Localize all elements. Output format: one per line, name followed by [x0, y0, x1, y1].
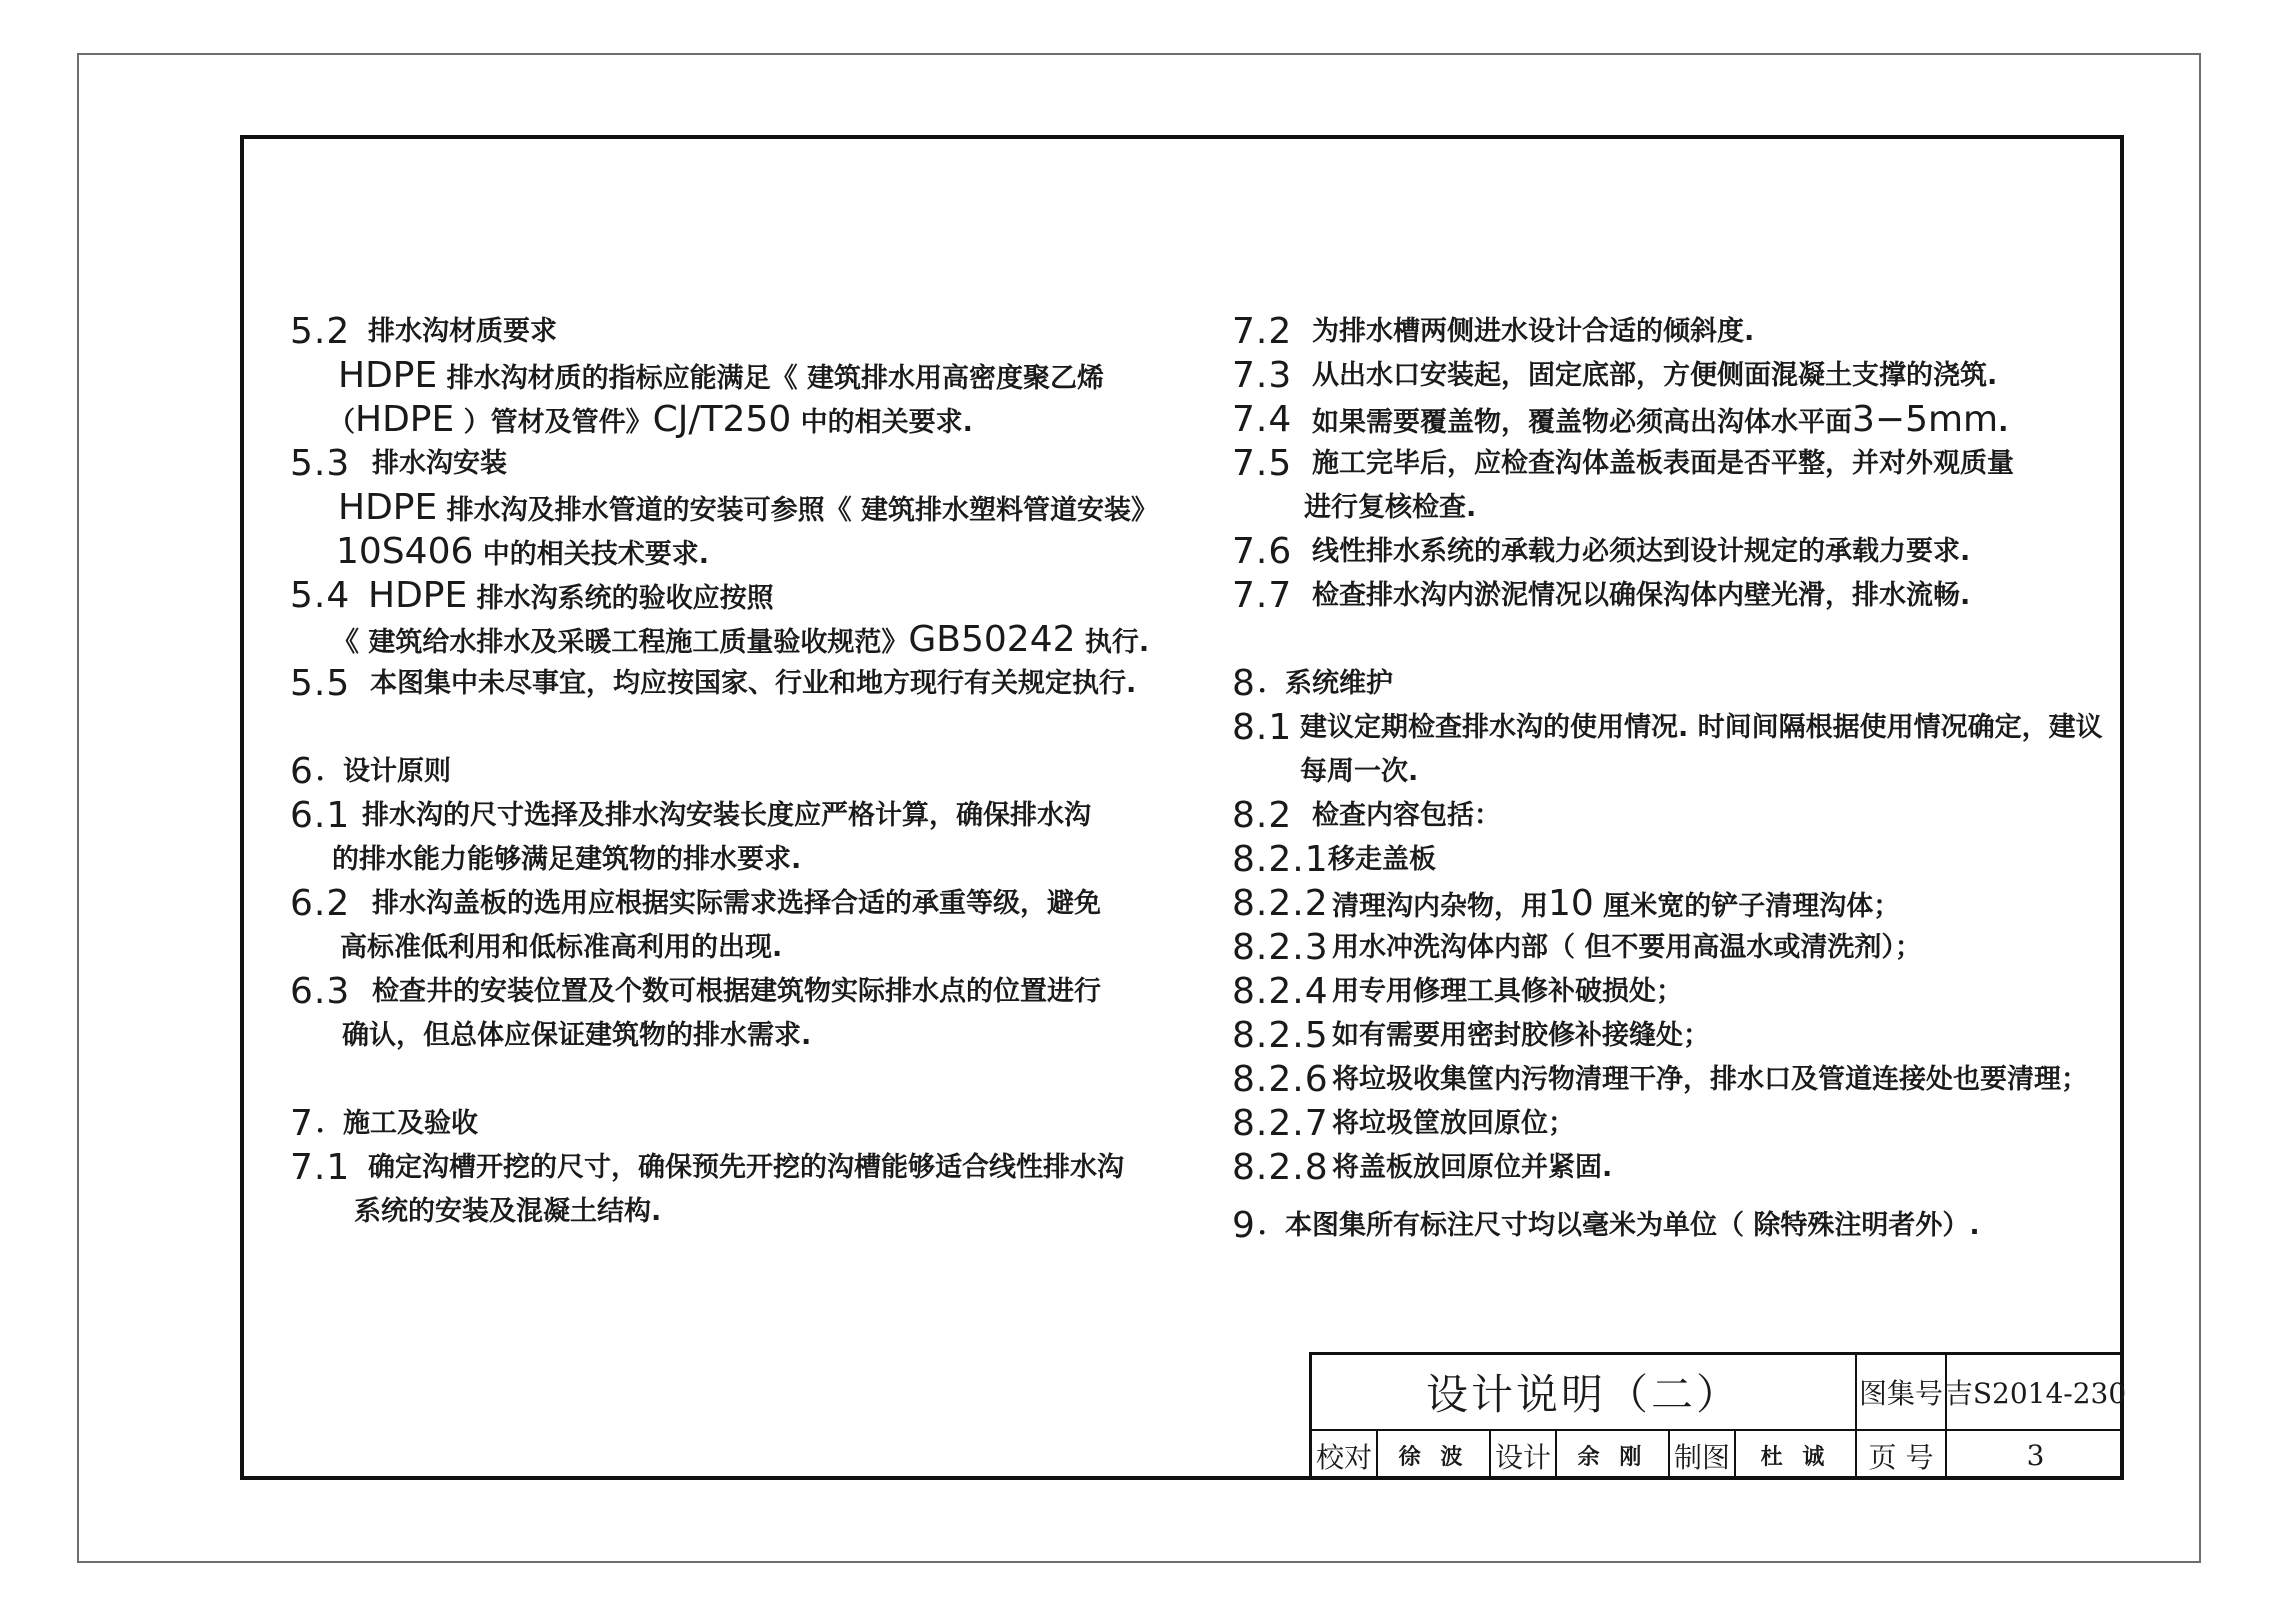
notes-right-column [1232, 310, 2117, 1248]
note-line: 8.2.7 将垃圾筐放回原位； [1232, 1103, 1575, 1144]
section-number: 7.4 [1232, 399, 1293, 440]
note-line: 7.6 线性排水系统的承载力必须达到设计规定的承载力要求. [1232, 531, 1971, 572]
section-number: 7.5 [1232, 443, 1293, 484]
section-number: 8.2.2 [1232, 883, 1329, 924]
section-number: 7.3 [1232, 355, 1293, 396]
section-number: 6 [290, 751, 314, 792]
page-number-label: 页 号 [1857, 1431, 1947, 1480]
design-signature: 余 刚 [1557, 1431, 1670, 1480]
title-block-row-bottom [1312, 1431, 2124, 1480]
note-line: 8.2.2 清理沟内杂物，用10 厘米宽的铲子清理沟体； [1232, 883, 1901, 924]
note-line: 7.7 检查排水沟内淤泥情况以确保沟体内壁光滑，排水流畅. [1232, 575, 1971, 616]
note-line: 5.5 本图集中未尽事宜，均应按国家、行业和地方现行有关规定执行. [290, 663, 1137, 704]
section-number: 8.2.1 [1232, 839, 1329, 880]
note-line: 7.4 如果需要覆盖物，覆盖物必须高出沟体水平面3−5mm. [1232, 399, 2009, 440]
note-line: 5.4 HDPE 排水沟系统的验收应按照 [290, 575, 774, 616]
note-line: 高标准低利用和低标准高利用的出现. [340, 932, 783, 963]
note-line: 《 建筑给水排水及采暖工程施工质量验收规范》GB50242 执行. [332, 619, 1150, 660]
section-number: 5.4 [290, 575, 351, 616]
note-line: 确认，但总体应保证建筑物的排水需求. [342, 1020, 812, 1051]
draw-signature: 杜 诚 [1736, 1431, 1857, 1480]
title-block [1309, 1352, 2127, 1480]
design-label: 设计 [1491, 1431, 1557, 1480]
note-line: 5.2 排水沟材质要求 [290, 311, 557, 352]
section-number: 7.6 [1232, 531, 1293, 572]
note-line: 6.2 排水沟盖板的选用应根据实际需求选择合适的承重等级，避免 [290, 883, 1101, 924]
atlas-number-label: 图集号 [1857, 1355, 1947, 1429]
section-number: 7 [290, 1103, 314, 1144]
note-line: 进行复核检查. [1304, 492, 1477, 523]
note-line: 的排水能力能够满足建筑物的排水要求. [332, 844, 802, 875]
drawing-title: 设计说明（二） [1312, 1355, 1857, 1429]
note-line: 8.2.8 将盖板放回原位并紧固. [1232, 1147, 1613, 1188]
note-line: 8.2.5 如有需要用密封胶修补接缝处； [1232, 1015, 1710, 1056]
note-line: 8.2.6 将垃圾收集筐内污物清理干净，排水口及管道连接处也要清理； [1232, 1059, 2088, 1100]
note-line: 7.3 从出水口安装起，固定底部，方便侧面混凝土支撑的浇筑. [1232, 355, 1998, 396]
section-number: 8.2.6 [1232, 1059, 1329, 1100]
section-number: 7.7 [1232, 575, 1293, 616]
note-line: 7.2 为排水槽两侧进水设计合适的倾斜度. [1232, 311, 1755, 352]
note-line: HDPE 排水沟及排水管道的安装可参照《 建筑排水塑料管道安装》 [338, 487, 1159, 528]
section-number: 9 [1232, 1205, 1256, 1246]
section-number: 8.2.7 [1232, 1103, 1329, 1144]
section-number: 7.2 [1232, 311, 1293, 352]
check-signature: 徐 波 [1378, 1431, 1491, 1480]
note-line: 9 ．本图集所有标注尺寸均以毫米为单位（ 除特殊注明者外）. [1232, 1205, 1980, 1246]
check-label: 校对 [1312, 1431, 1378, 1480]
section-number: 8.2.3 [1232, 927, 1329, 968]
note-line: 7.1 确定沟槽开挖的尺寸，确保预先开挖的沟槽能够适合线性排水沟 [290, 1147, 1124, 1188]
note-line: 8.2.4 用专用修理工具修补破损处； [1232, 971, 1683, 1012]
note-line: 6.3 检查井的安装位置及个数可根据建筑物实际排水点的位置进行 [290, 971, 1101, 1012]
section-number: 8.1 [1232, 707, 1293, 748]
title-block-row-top [1312, 1355, 2127, 1431]
section-number: 8 [1232, 663, 1256, 704]
note-line: 7 ．施工及验收 [290, 1103, 478, 1144]
section-number: 8.2 [1232, 795, 1293, 836]
note-line: 每周一次. [1300, 756, 1419, 787]
note-line: 5.3 排水沟安装 [290, 443, 507, 484]
note-line: HDPE 排水沟材质的指标应能满足《 建筑排水用高密度聚乙烯 [338, 355, 1105, 396]
section-number: 6.3 [290, 971, 351, 1012]
note-line: 6 ．设计原则 [290, 751, 451, 792]
note-line: 10S406 中的相关技术要求. [336, 531, 710, 572]
note-line: （HDPE ）管材及管件》CJ/T250 中的相关要求. [328, 399, 973, 440]
draw-label: 制图 [1670, 1431, 1736, 1480]
note-line: 8.1 建议定期检查排水沟的使用情况. 时间间隔根据使用情况确定，建议 [1232, 707, 2103, 748]
atlas-number: 吉S2014-230 [1944, 1377, 2127, 1410]
section-number: 6.1 [290, 795, 351, 836]
section-number: 5.5 [290, 663, 351, 704]
section-number: 5.2 [290, 311, 351, 352]
note-line: 8.2.3 用水冲洗沟体内部（ 但不要用高温水或清洗剂）； [1232, 927, 1922, 968]
section-number: 8.2.8 [1232, 1147, 1329, 1188]
note-line: 6.1 排水沟的尺寸选择及排水沟安装长度应严格计算，确保排水沟 [290, 795, 1091, 836]
section-number: 5.3 [290, 443, 351, 484]
notes-left-column [290, 310, 1170, 1234]
note-line: 8.2 检查内容包括： [1232, 795, 1501, 836]
note-line: 7.5 施工完毕后，应检查沟体盖板表面是否平整，并对外观质量 [1232, 443, 2014, 484]
note-line: 系统的安装及混凝土结构. [354, 1196, 662, 1227]
section-number: 6.2 [290, 883, 351, 924]
note-line: 8.2.1 移走盖板 [1232, 839, 1436, 880]
note-line: 8 ．系统维护 [1232, 663, 1393, 704]
section-number: 7.1 [290, 1147, 351, 1188]
page-number: 3 [2026, 1439, 2045, 1472]
section-number: 8.2.4 [1232, 971, 1329, 1012]
section-number: 8.2.5 [1232, 1015, 1329, 1056]
